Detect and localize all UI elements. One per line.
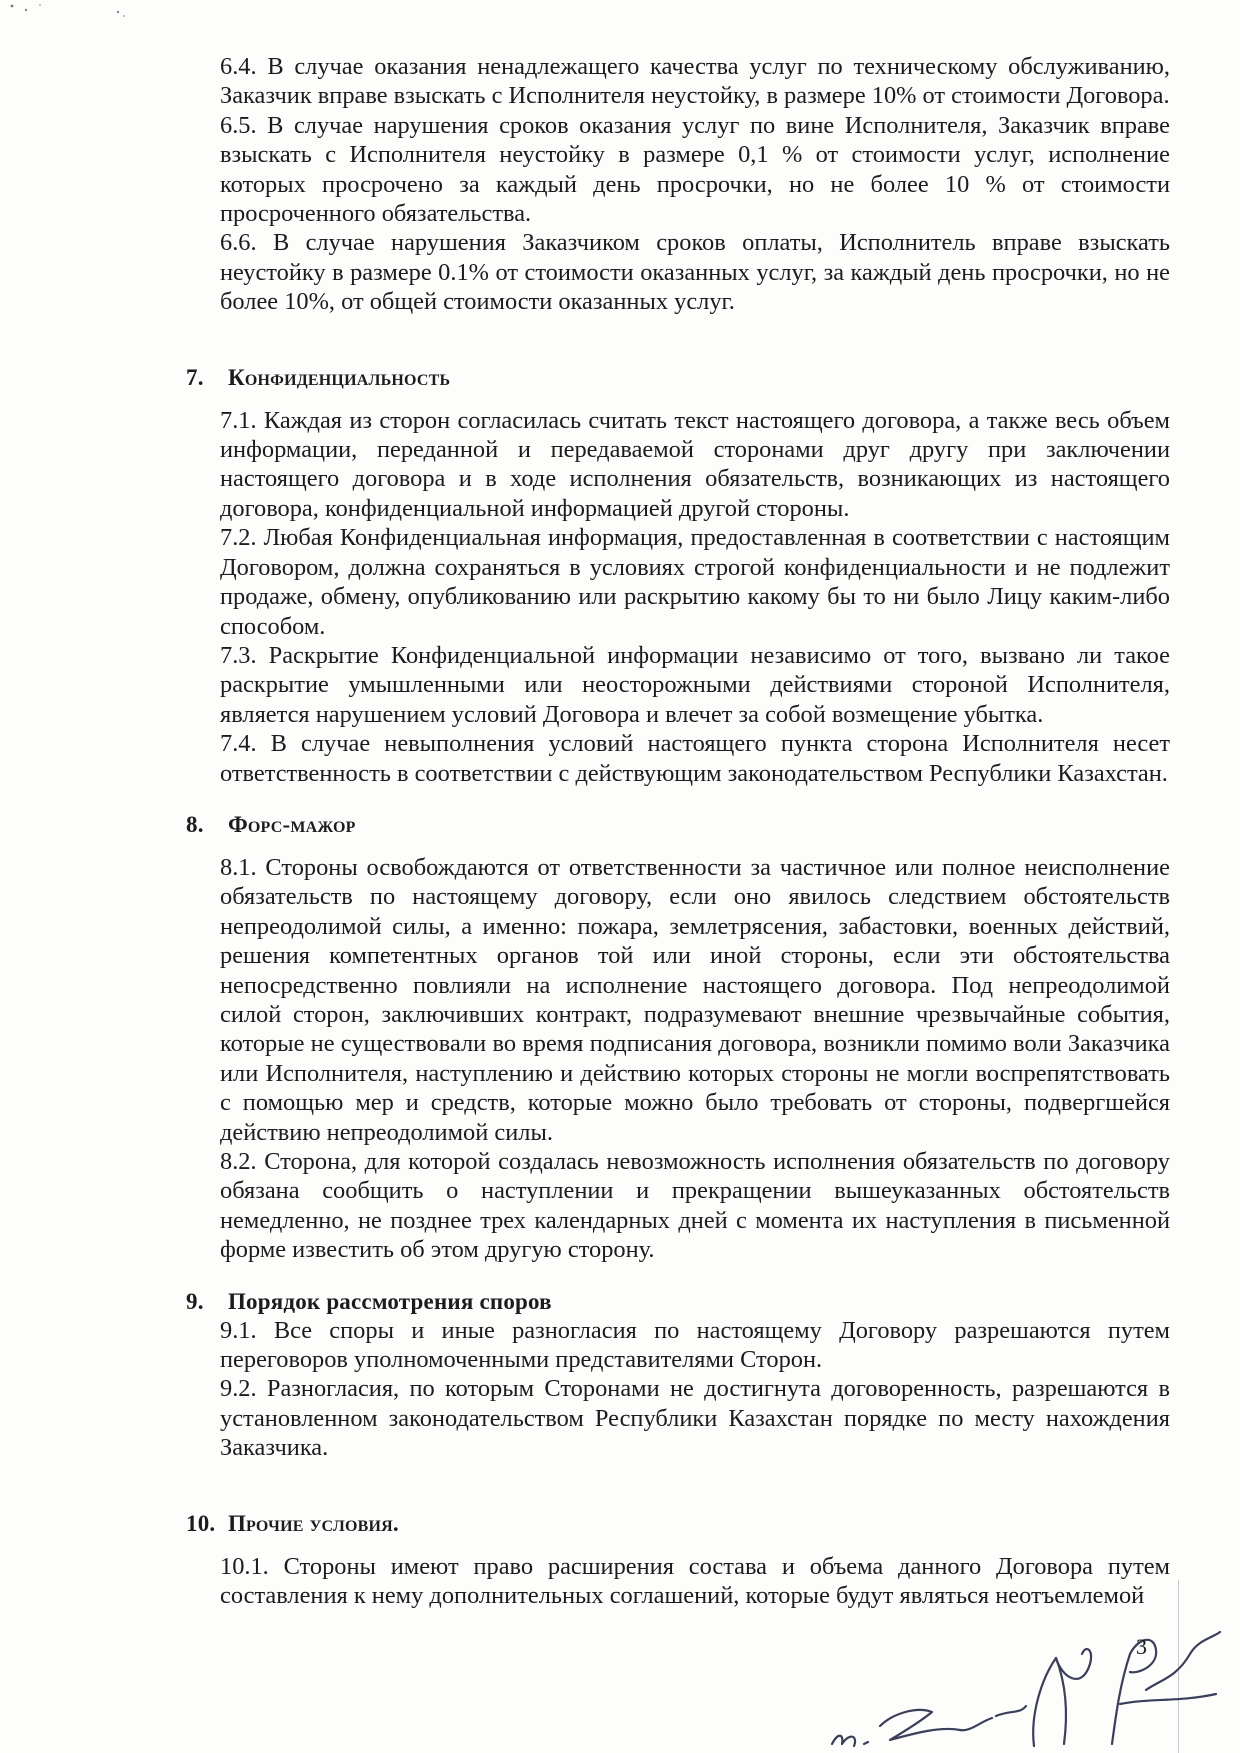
handwritten-signatures (820, 1594, 1240, 1753)
section-title: Форс-мажор (227, 811, 356, 837)
clause-7-3: 7.3. Раскрытие Конфиденциальной информации независимо от того, вызвано ли такое раскрытие умышленными или неосторожными действиями стороной Исполнителя, является нарушением условий Договора и влечет за собой возмещение убытка. (220, 641, 1170, 728)
section-title: Порядок рассмотрения споров (227, 1288, 552, 1314)
section-number: 10. (186, 1510, 216, 1536)
section-number: 8. (186, 811, 204, 837)
clause-6-6: 6.6. В случае нарушения Заказчиком сроков оплаты, Исполнитель вправе взыскать неустойку в размере 0.1% от стоимости оказанных услуг, за каждый день просрочки, но не более 10%, от общей стоимости оказанных услуг. (220, 229, 1170, 316)
clause-7-2: 7.2. Любая Конфиденциальная информация, предоставленная в соответствии с настоящим Договором, должна сохраняться в условиях строгой конфиденциальности и не подлежит продаже, обмену, опубликованию или раскрытию какому бы то ни было Лицу каким-либо способом. (220, 524, 1170, 640)
clause-8-2: 8.2. Сторона, для которой создалась невозможность исполнения обязательств по договору обязана сообщить о наступлении и прекращении вышеуказанных обстоятельств немедленно, не позднее трех календарных дней с момента их наступления в письменной форме известить об этом другую сторону. (220, 1148, 1170, 1264)
section-number: 7. (186, 364, 204, 390)
page-number: 3 (1136, 1634, 1147, 1659)
section-heading-7 (180, 363, 1170, 392)
clause-9-2: 9.2. Разногласия, по которым Сторонами не достигнута договоренность, разрешаются в установленном законодательством Республики Казахстан порядке по месту нахождения Заказчика. (220, 1375, 1170, 1462)
section-title: Конфиденциальность (227, 364, 451, 390)
section-heading-9 (180, 1287, 1170, 1316)
document-body (180, 52, 1170, 1610)
scan-artifact (6, 2, 146, 22)
clause-6-5: 6.5. В случае нарушения сроков оказания услуг по вине Исполнителя, Заказчик вправе взыскать с Исполнителя неустойку в размере 0,1 % от стоимости услуг, исполнение которых просрочено за каждый день просрочки, но не более 10 % от стоимости просроченного обязательства. (220, 111, 1170, 228)
clause-7-1: 7.1. Каждая из сторон согласилась считать текст настоящего договора, а также весь объем информации, переданной и передаваемой сторонами друг другу при заключении настоящего договора и в ходе исполнения обязательств, возникающих из настоящего договора, конфиденциальной информацией другой стороны. (220, 406, 1170, 522)
section-heading-10 (180, 1509, 1170, 1538)
section-number: 9. (186, 1288, 204, 1314)
clause-6-4: 6.4. В случае оказания ненадлежащего качества услуг по техническому обслуживанию, Заказчик вправе взыскать с Исполнителя неустойку, в размере 10% от стоимости Договора. (220, 53, 1170, 110)
section-title: Прочие условия. (227, 1510, 399, 1536)
section-heading-8 (180, 810, 1170, 839)
clause-10-1: 10.1. Стороны имеют право расширения состава и объема данного Договора путем составления к нему дополнительных соглашений, которые будут являться неотъемлемой (220, 1552, 1170, 1610)
clause-8-1: 8.1. Стороны освобождаются от ответственности за частичное или полное неисполнение обязательств по настоящему договору, если оно явилось следствием обстоятельств непреодолимой силы, а именно: пожара, землетрясения, забастовки, военных действий, решения компетентных органов той или иной стороны, если эти обстоятельства непосредственно повлияли на исполнение настоящего договора. Под непреодолимой силой сторон, заключивших контракт, подразумевают внешние чрезвычайные события, которые не существовали во время подписания договора, возникли помимо воли Заказчика или Исполнителя, наступлению и действию которых стороны не могли воспрепятствовать с помощью мер и средств, которые можно было требовать от стороны, подвергшейся действию непреодолимой силы. (220, 853, 1170, 1146)
clause-9-1: 9.1. Все споры и иные разногласия по настоящему Договору разрешаются путем переговоров уполномоченными представителями Сторон. (220, 1316, 1170, 1374)
clause-7-4: 7.4. В случае невыполнения условий настоящего пункта сторона Исполнителя несет ответственность в соответствии с действующим законодательством Республики Казахстан. (220, 730, 1170, 787)
